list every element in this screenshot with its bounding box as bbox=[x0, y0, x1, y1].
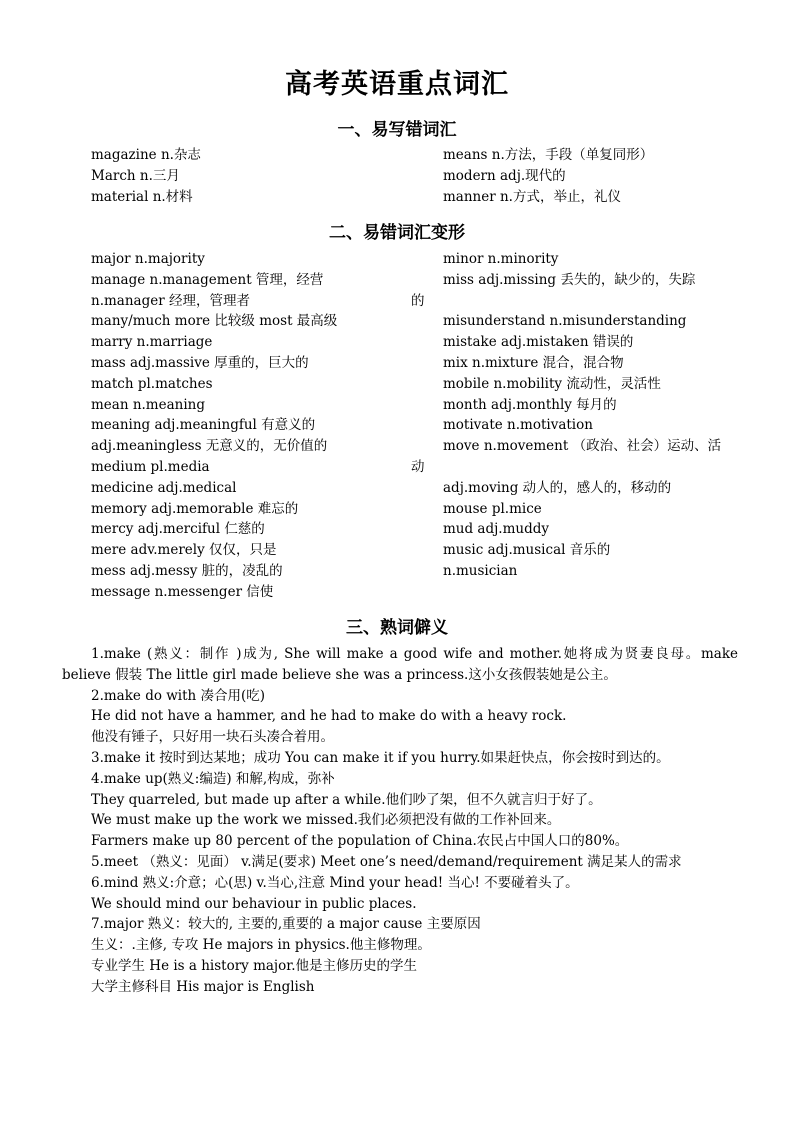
paragraph: 他没有锤子，只好用一块石头凑合着用。 bbox=[91, 729, 334, 746]
vocab-item: major n.majority bbox=[91, 251, 205, 267]
vocab-item: miss adj.missing 丢失的，缺少的，失踪 bbox=[443, 271, 696, 288]
vocab-item: minor n.minority bbox=[443, 251, 559, 267]
section-2-heading: 二、易错词汇变形 bbox=[329, 223, 465, 243]
vocab-item: motivate n.motivation bbox=[443, 417, 593, 434]
vocab-item: mouse pl.mice bbox=[443, 500, 542, 517]
vocab-item: meaning adj.meaningful 有意义的 bbox=[91, 417, 316, 434]
paragraph: They quarreled, but made up after a while.他们吵了架，但不久就言归于好了。 bbox=[91, 791, 602, 808]
section-2-left-column bbox=[91, 249, 337, 603]
vocab-item: manage n.management 管理，经营 bbox=[91, 271, 324, 288]
wrapped-char: 动 bbox=[411, 459, 425, 475]
vocab-item: move n.movement （政治、社会）运动、活 bbox=[443, 438, 722, 455]
wrapped-char: 的 bbox=[411, 292, 425, 309]
vocab-item: marry n.marriage bbox=[91, 334, 213, 351]
vocab-item: n.musician bbox=[443, 562, 518, 579]
section-1-left-column bbox=[91, 145, 201, 207]
paragraph: 2.make do with 凑合用(吃) bbox=[91, 687, 266, 704]
paragraph: 专业学生 He is a history major.他是主修历史的学生 bbox=[91, 957, 418, 974]
section-2-right-column bbox=[443, 249, 721, 582]
vocab-item: magazine n.杂志 bbox=[91, 147, 201, 163]
vocab-item: mean n.meaning bbox=[91, 396, 205, 413]
vocab-item: message n.messenger 信使 bbox=[91, 583, 274, 600]
vocab-item bbox=[443, 457, 721, 478]
paragraph: 生义：.主修, 专攻 He majors in physics.他主修物理。 bbox=[91, 937, 431, 954]
vocab-item: manner n.方式，举止，礼仪 bbox=[443, 188, 621, 205]
paragraph: We should mind our behaviour in public places. bbox=[91, 895, 417, 912]
vocab-item: many/much more 比较级 most 最高级 bbox=[91, 313, 338, 330]
paragraph: 3.make it 按时到达某地；成功 You can make it if you hurry.如果赶快点，你会按时到达的。 bbox=[91, 749, 670, 766]
vocab-item: mere adv.merely 仅仅，只是 bbox=[91, 542, 277, 559]
vocab-item: month adj.monthly 每月的 bbox=[443, 396, 617, 413]
vocab-item: mass adj.massive 厚重的，巨大的 bbox=[91, 354, 309, 371]
vocab-item: memory adj.memorable 难忘的 bbox=[91, 500, 299, 517]
paragraph: We must make up the work we missed.我们必须把没有做的工作补回来。 bbox=[91, 812, 561, 829]
document-title: 高考英语重点词汇 bbox=[285, 69, 509, 100]
vocab-item: means n.方法，手段（单复同形） bbox=[443, 147, 654, 163]
paragraph: He did not have a hammer, and he had to make do with a heavy rock. bbox=[91, 708, 567, 725]
section-1-heading: 一、易写错词汇 bbox=[337, 120, 457, 140]
vocab-item: music adj.musical 音乐的 bbox=[443, 542, 611, 559]
section-3-body bbox=[62, 644, 738, 998]
vocab-item: mud adj.muddy bbox=[443, 521, 550, 538]
vocab-item: adj.moving 动人的，感人的，移动的 bbox=[443, 479, 672, 496]
vocab-item: medium pl.media bbox=[91, 458, 210, 475]
section-3-heading: 三、熟词僻义 bbox=[346, 618, 448, 638]
vocab-item bbox=[443, 291, 721, 312]
paragraph: Farmers make up 80 percent of the population of China.农民占中国人口的80%。 bbox=[91, 833, 629, 850]
paragraph: 1.make (熟义：制作 )成为, She will make a good wife and mother.她将成为贤妻良母。make believe 假装 The little girl made believe she was a princess.这小女孩假装她是公主。 bbox=[62, 646, 738, 683]
paragraph: 7.major 熟义：较大的, 主要的,重要的 a major cause 主要原因 bbox=[91, 916, 481, 933]
section-1-right-column bbox=[443, 145, 653, 207]
vocab-item: mess adj.messy 脏的，凌乱的 bbox=[91, 562, 283, 579]
vocab-item: mercy adj.merciful 仁慈的 bbox=[91, 521, 265, 538]
vocab-item: adj.meaningless 无意义的，无价值的 bbox=[91, 438, 328, 455]
vocab-item: n.manager 经理，管理者 bbox=[91, 292, 250, 309]
paragraph: 6.mind 熟义:介意；心(思) v.当心,注意 Mind your head! 当心! 不要碰着头了。 bbox=[91, 874, 579, 891]
vocab-item: March n.三月 bbox=[91, 167, 180, 184]
paragraph: 大学主修科目 His major is English bbox=[91, 978, 315, 995]
vocab-item: mix n.mixture 混合，混合物 bbox=[443, 354, 624, 371]
vocab-item: mobile n.mobility 流动性，灵活性 bbox=[443, 375, 661, 392]
vocab-item: misunderstand n.misunderstanding bbox=[443, 313, 687, 330]
vocab-item: medicine adj.medical bbox=[91, 479, 237, 496]
vocab-item: mistake adj.mistaken 错误的 bbox=[443, 334, 634, 351]
vocab-item: material n.材料 bbox=[91, 188, 193, 205]
vocab-item: match pl.matches bbox=[91, 375, 213, 392]
vocab-item: modern adj.现代的 bbox=[443, 167, 566, 184]
paragraph: 4.make up(熟义:编造) 和解,构成，弥补 bbox=[91, 770, 335, 787]
paragraph: 5.meet （熟义：见面） v.满足(要求) Meet one’s need/demand/requirement 满足某人的需求 bbox=[91, 853, 682, 870]
